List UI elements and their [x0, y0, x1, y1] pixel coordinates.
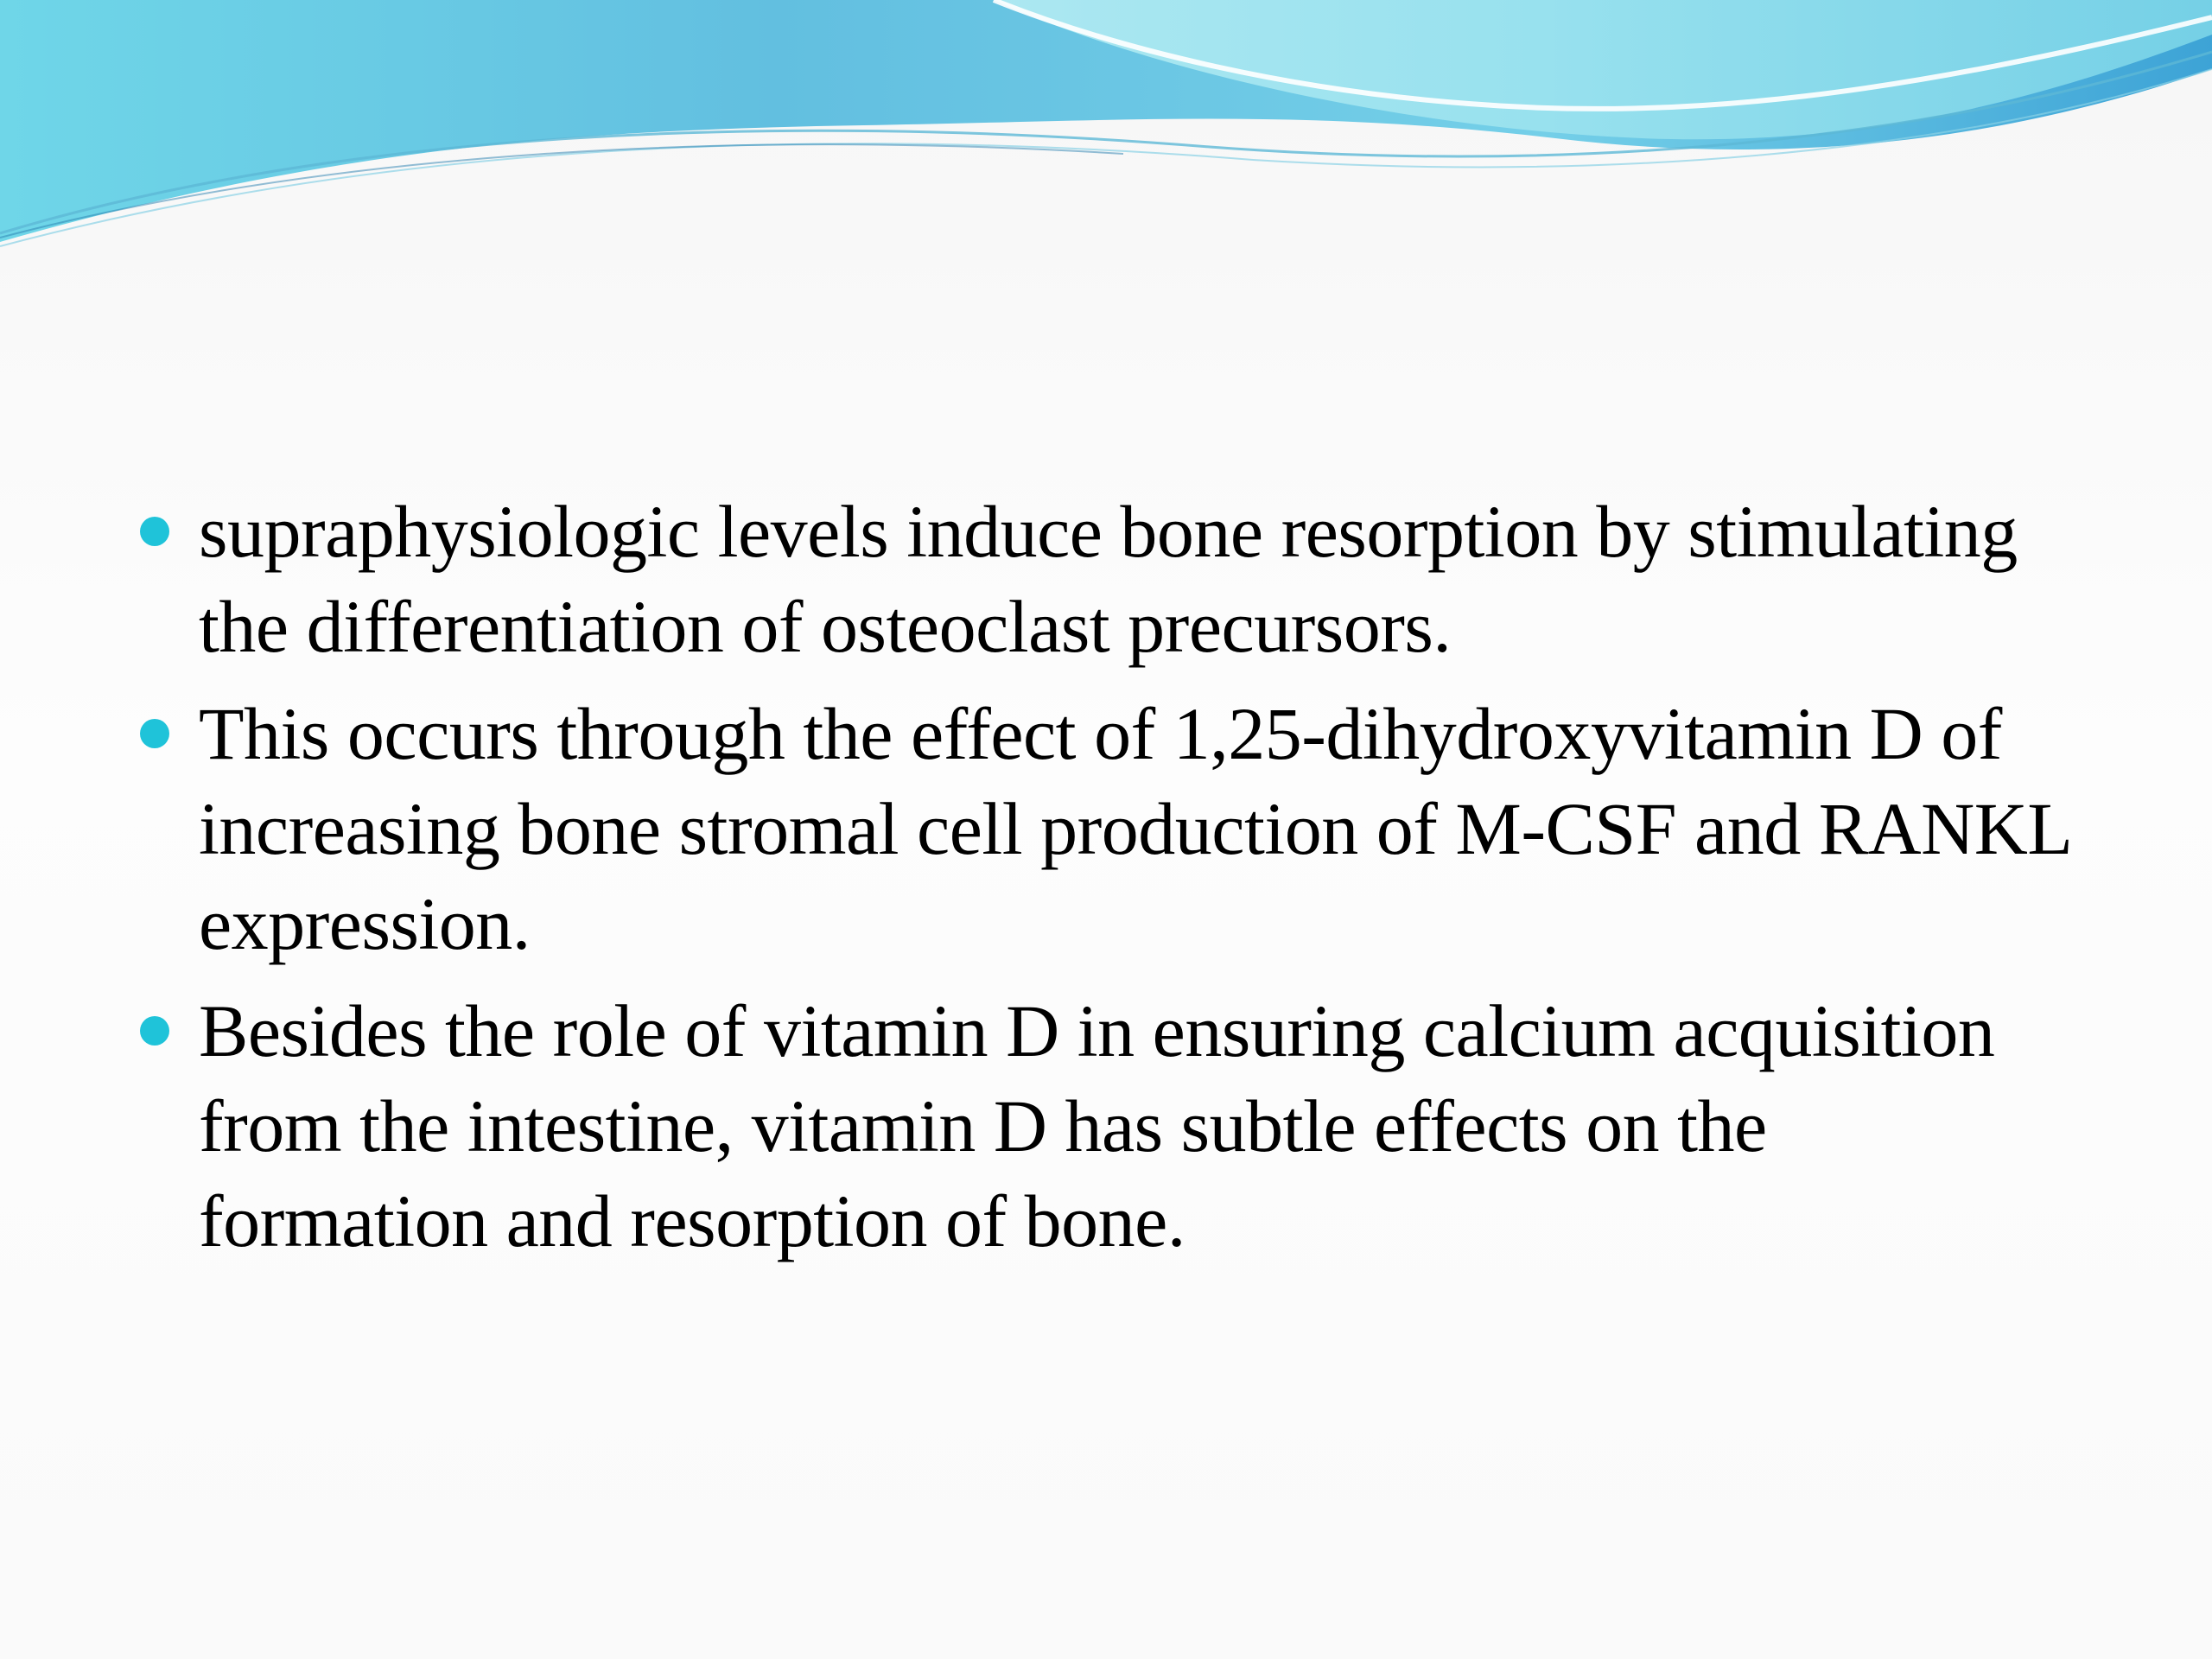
- bullet-item: [138, 983, 2074, 1268]
- bullet-item: [138, 484, 2074, 674]
- bullet-text: suprаphysiologic levels induce bone resorption by stimulating the differentiation of osteoclast precursors.: [199, 490, 2018, 668]
- slide-body: [138, 484, 2074, 1281]
- bullet-list: [138, 484, 2074, 1268]
- bullet-item: [138, 686, 2074, 971]
- bullet-dot-icon: [140, 719, 169, 748]
- bullet-text: Besides the role of vitamin D in ensuring calcium acquisition from the intestine, vitamin D has subtle effects on the formation and resorption of bone.: [199, 989, 1995, 1262]
- bullet-dot-icon: [140, 517, 169, 546]
- bullet-dot-icon: [140, 1016, 169, 1046]
- bullet-text: This occurs through the effect of 1,25-dihydroxyvitamin D of increasing bone stromal cell production of M-CSF and RANKL expression.: [199, 692, 2070, 965]
- header-wave-decoration: [0, 0, 2212, 276]
